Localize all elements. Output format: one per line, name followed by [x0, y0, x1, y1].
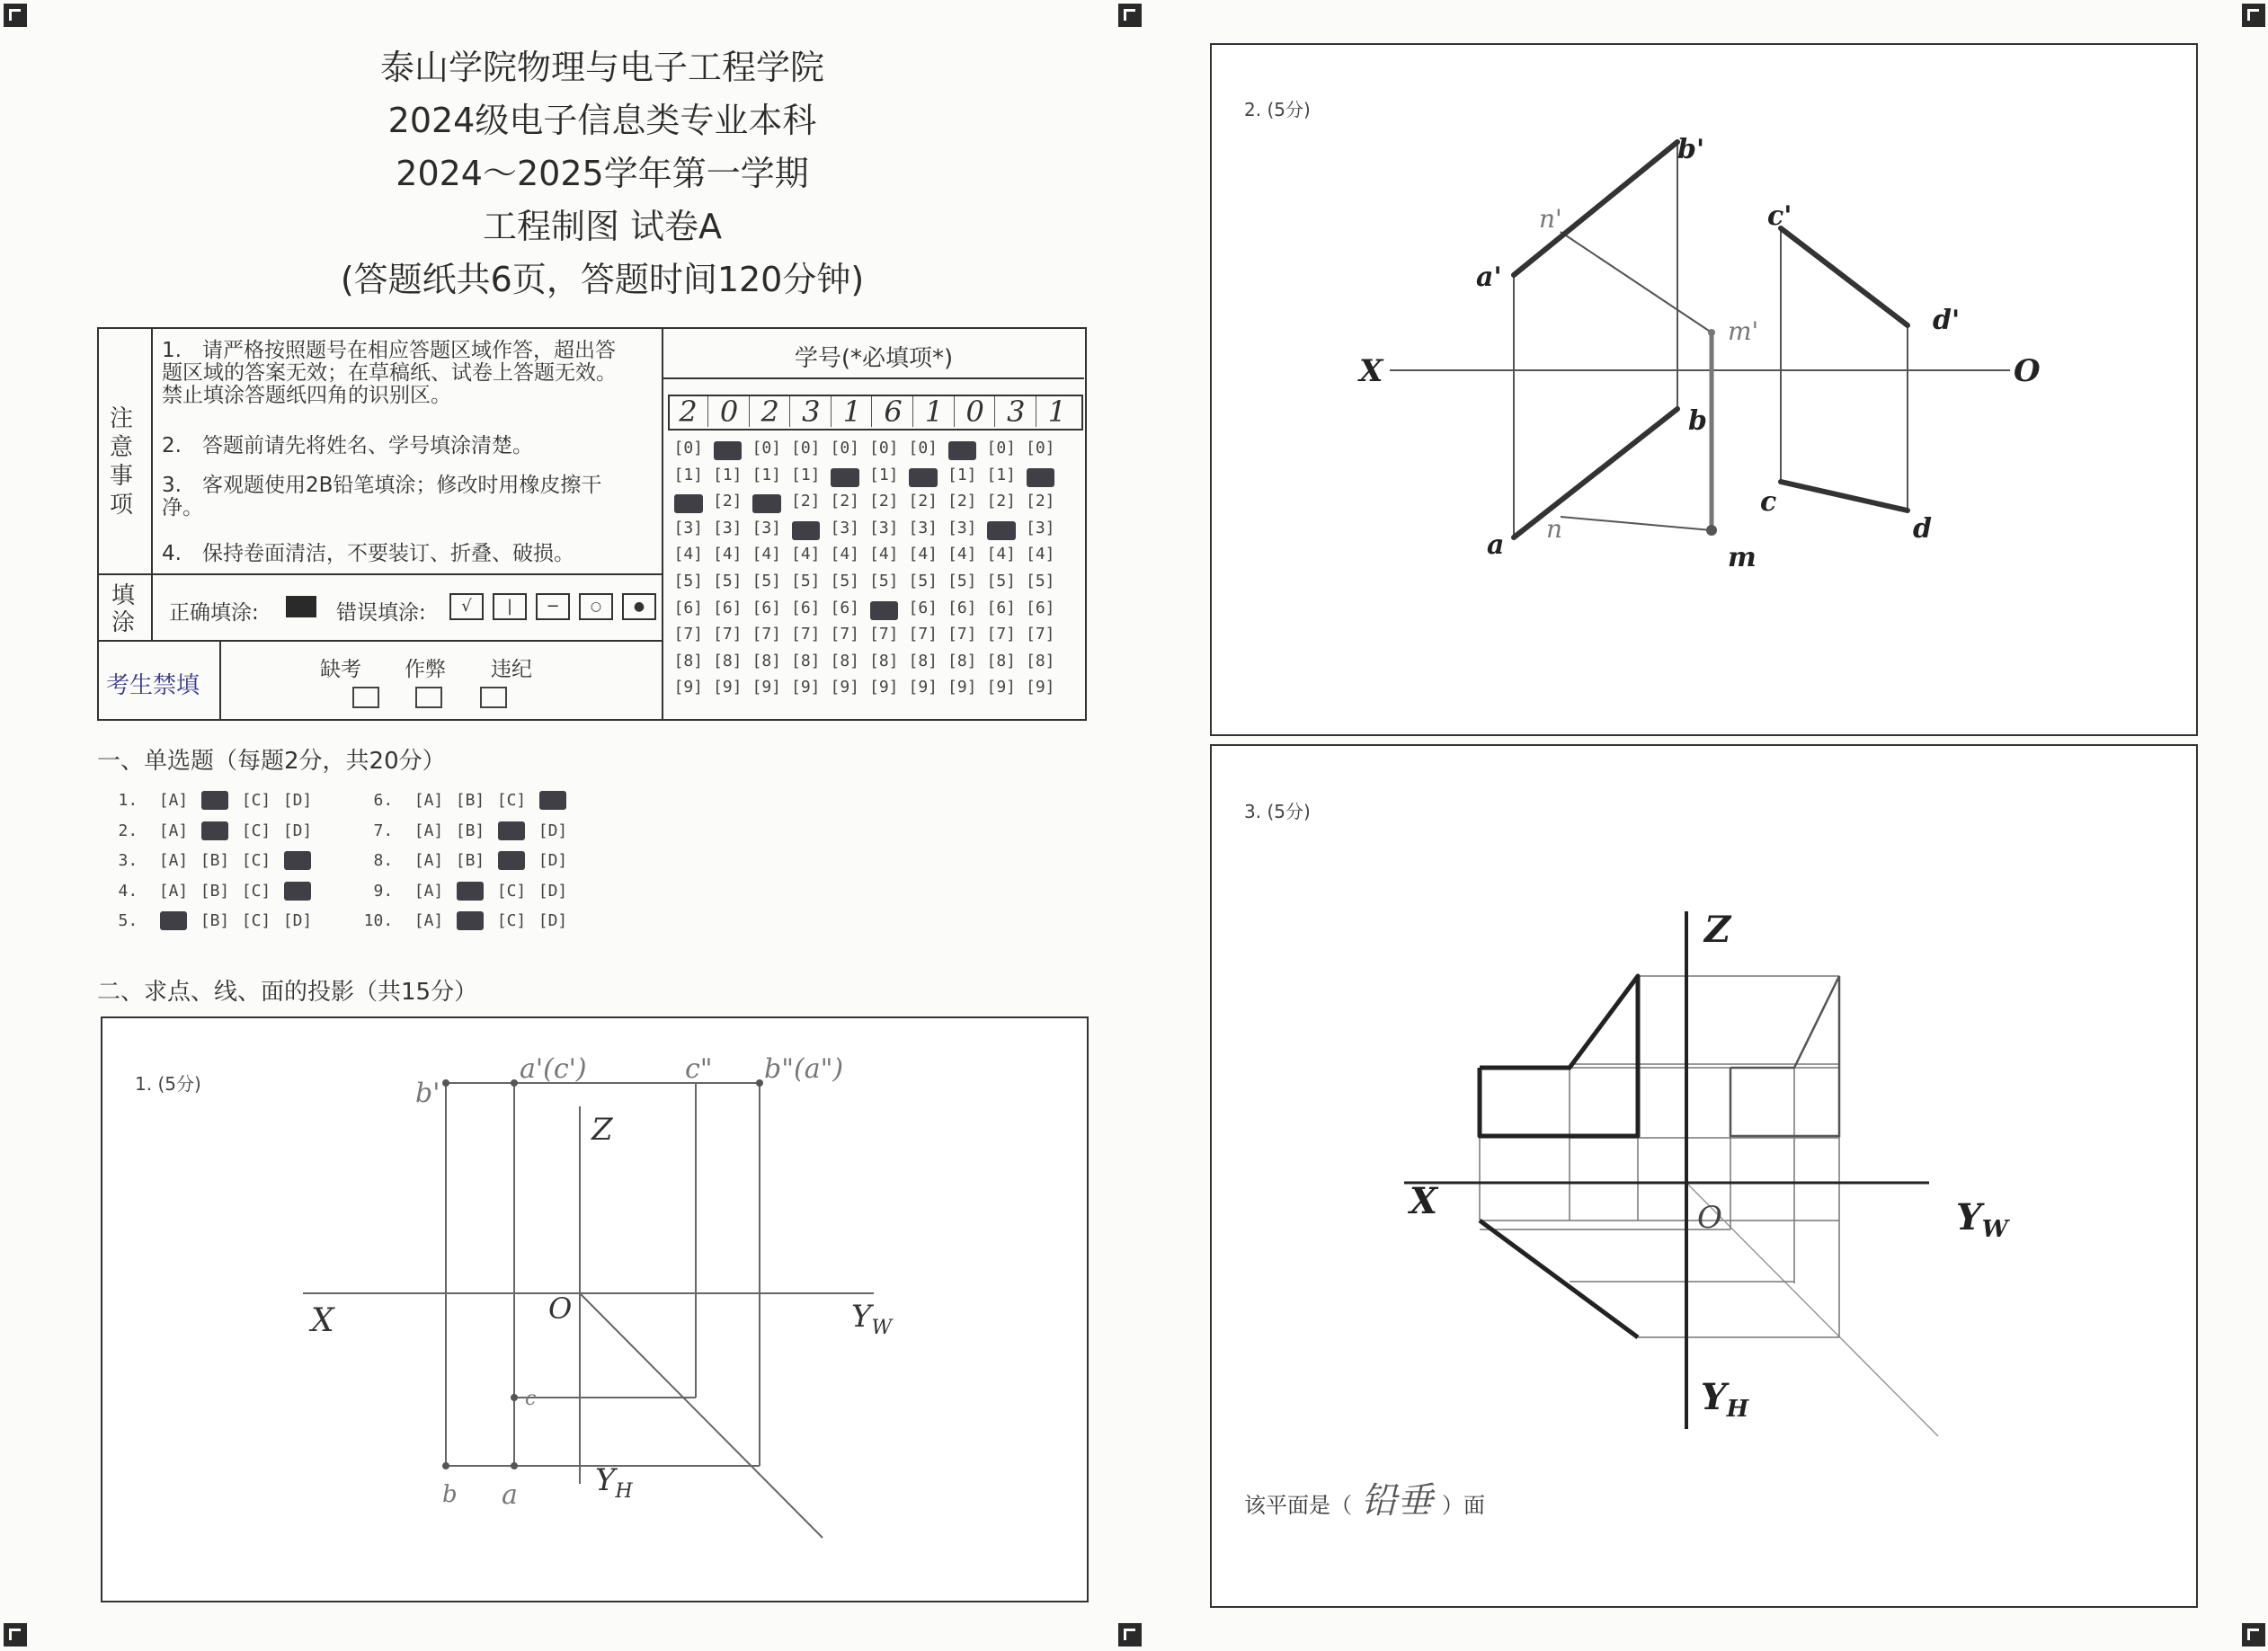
q3-label: 3. (5分) — [1244, 801, 1311, 822]
mc-option-b[interactable]: [B] — [455, 791, 485, 810]
q1-yw-letter: Y — [851, 1299, 872, 1335]
student-id-bubble[interactable]: [6] — [830, 598, 859, 617]
student-id-bubble[interactable]: [5] — [752, 572, 781, 590]
student-id-bubble-row — [669, 599, 1060, 623]
student-id-bubble[interactable]: [6] — [908, 598, 938, 617]
mc-option-a[interactable]: [A] — [158, 821, 189, 840]
mc-option-a[interactable]: [A] — [414, 821, 444, 840]
student-id-bubble[interactable]: [9] — [752, 678, 781, 697]
student-id-bubble[interactable]: [9] — [868, 678, 899, 697]
q1-o-label: O — [548, 1292, 573, 1326]
mc-option-d[interactable]: [D] — [282, 821, 313, 840]
q2-b-label: b — [1688, 405, 1707, 437]
mc-question-number: 6. — [373, 791, 403, 810]
student-id-bubble[interactable]: [0] — [1025, 439, 1055, 457]
q1-drawing — [101, 1016, 1087, 1601]
student-id-bubble[interactable]: [7] — [986, 625, 1016, 644]
student-id-bubble[interactable]: [3] — [752, 518, 781, 537]
q2-o-label: O — [2014, 353, 2041, 389]
q3-x-label: X — [1410, 1180, 1438, 1222]
student-id-bubble[interactable]: [1] — [712, 465, 743, 484]
q3-yw-letter: Y — [1956, 1196, 1982, 1238]
corner-mark-br — [2242, 1623, 2265, 1647]
student-id-bubble[interactable]: [2] — [947, 492, 977, 511]
student-id-bubble[interactable]: [8] — [947, 651, 977, 670]
student-id-bubble[interactable]: [4] — [1025, 545, 1055, 564]
mc-option-c[interactable]: [C] — [241, 851, 271, 870]
student-id-bubble[interactable]: [7] — [790, 625, 821, 644]
mc-option-b[interactable]: [B] — [455, 821, 485, 840]
student-id-bubble[interactable]: [1] — [673, 465, 703, 484]
student-id-bubble-row — [669, 519, 1060, 543]
student-id-bubble[interactable]: [8] — [712, 651, 743, 670]
q2-d1-label: d' — [1933, 305, 1961, 336]
student-id-bubble[interactable]: [3] — [1025, 518, 1055, 537]
student-id-bubble[interactable]: [6] — [673, 598, 703, 617]
student-id-bubble[interactable] — [948, 441, 977, 460]
student-id-bubble[interactable]: [2] — [868, 492, 899, 511]
q1-a1c1-label: a'(c') — [520, 1053, 587, 1085]
student-id-bubble[interactable] — [674, 494, 703, 513]
student-id-bubble[interactable]: [6] — [712, 598, 743, 617]
student-id-bubble[interactable]: [5] — [1025, 572, 1055, 590]
mc-option-c[interactable]: [C] — [241, 791, 271, 810]
student-id-bubble[interactable] — [1027, 468, 1055, 487]
mc-answer-row — [113, 882, 318, 901]
student-id-digit: 1 — [832, 396, 872, 427]
student-id-bubble[interactable] — [752, 494, 781, 513]
student-id-bubble[interactable]: [5] — [868, 572, 899, 590]
student-id-bubble[interactable] — [792, 521, 821, 540]
student-id-bubble[interactable]: [3] — [908, 518, 938, 537]
mc-option-a[interactable]: [A] — [414, 911, 444, 930]
student-id-bubble[interactable]: [4] — [868, 545, 899, 564]
student-id-bubble[interactable] — [987, 521, 1016, 540]
student-id-bubble-row — [669, 466, 1060, 490]
notice-title: 注意事项 — [110, 405, 134, 519]
student-id-bubble[interactable]: [9] — [673, 678, 703, 697]
q3-yh-letter: Y — [1701, 1376, 1727, 1418]
corner-mark-tm — [1118, 4, 1142, 27]
q1-b2a2-label: b"(a") — [764, 1053, 844, 1085]
student-id-bubble[interactable]: [5] — [712, 572, 743, 590]
student-id-bubble[interactable]: [7] — [908, 625, 938, 644]
student-id-bubble-row — [669, 678, 1060, 697]
student-id-bubble[interactable]: [5] — [947, 572, 977, 590]
forbidden-label: 考生禁填 — [106, 672, 200, 699]
student-id-bubble[interactable] — [714, 441, 743, 460]
q1-c2-label: c" — [685, 1053, 713, 1085]
student-id-bubble[interactable]: [7] — [947, 625, 977, 644]
mc-option-b[interactable]: [B] — [200, 851, 230, 870]
q3-answer-value[interactable]: 铅垂 — [1361, 1480, 1433, 1522]
student-id-bubble[interactable]: [8] — [908, 651, 938, 670]
mc-question-number: 1. — [118, 791, 147, 810]
q2-a-label: a — [1487, 529, 1505, 561]
student-id-bubble[interactable]: [3] — [712, 518, 743, 537]
student-id-bubble[interactable]: [0] — [908, 439, 938, 457]
wrong-mark-1: √ — [449, 593, 484, 620]
fill-title: 填涂 — [111, 582, 136, 636]
q3-answer-line — [1244, 1472, 1485, 1523]
mc-question-number: 7. — [373, 821, 403, 840]
student-id-bubble[interactable]: [8] — [868, 651, 899, 670]
student-id-bubble[interactable]: [7] — [868, 625, 899, 644]
corner-mark-bm — [1118, 1623, 1142, 1647]
student-id-bubble[interactable] — [870, 601, 899, 620]
student-id-bubble[interactable]: [5] — [790, 572, 821, 590]
student-id-bubble[interactable]: [1] — [947, 465, 977, 484]
wrong-mark-2: | — [493, 593, 527, 620]
mc-option-d[interactable]: [D] — [538, 851, 568, 870]
mc-question-number: 3. — [118, 851, 147, 870]
student-id-bubble-row — [669, 652, 1060, 670]
mc-answer-row — [358, 882, 574, 901]
student-id-bubble[interactable]: [9] — [1025, 678, 1055, 697]
mc-option-b[interactable] — [201, 791, 228, 810]
q2-a1-label: a' — [1476, 262, 1502, 293]
mc-option-d[interactable]: [D] — [538, 881, 568, 901]
student-id-digit: 2 — [669, 396, 708, 427]
mc-question-number: 8. — [373, 851, 403, 870]
student-id-bubble[interactable]: [8] — [1025, 651, 1055, 670]
notice-item-3: 3. 客观题使用2B铅笔填涂；修改时用橡皮擦干净。 — [162, 474, 602, 519]
student-id-bubble[interactable]: [9] — [986, 678, 1016, 697]
forbidden-cheat: 作弊 — [405, 658, 446, 681]
cheat-checkbox[interactable] — [415, 687, 442, 708]
correct-fill-sample — [286, 596, 316, 617]
notice-item-2: 2. 答题前请先将姓名、学号填涂清楚。 — [162, 434, 533, 457]
q2-x-label: X — [1359, 353, 1383, 389]
student-id-bubble[interactable]: [5] — [986, 572, 1016, 590]
student-id-bubble[interactable]: [4] — [908, 545, 938, 564]
q1-yw-label — [851, 1299, 894, 1339]
corner-mark-tr — [2242, 4, 2265, 27]
mc-option-d[interactable] — [284, 851, 311, 870]
forbidden-violate: 违纪 — [491, 658, 532, 681]
student-id-bubble[interactable]: [7] — [1025, 625, 1055, 644]
q2-label: 2. (5分) — [1244, 99, 1311, 120]
q1-x-label: X — [311, 1302, 334, 1339]
mc-question-number: 10. — [363, 911, 403, 930]
q2-d-label: d — [1913, 513, 1932, 545]
student-id-digit: 0 — [956, 396, 995, 427]
q2-b1-label: b' — [1677, 134, 1705, 165]
student-id-bubble[interactable]: [8] — [752, 651, 781, 670]
student-id-bubble[interactable]: [5] — [908, 572, 938, 590]
student-id-bubble[interactable]: [6] — [986, 598, 1016, 617]
student-id-bubble[interactable]: [6] — [790, 598, 821, 617]
student-id-bubble[interactable]: [0] — [986, 439, 1016, 457]
student-id-bubble[interactable]: [0] — [830, 439, 859, 457]
violate-checkbox[interactable] — [480, 687, 507, 708]
student-id-bubble-row — [669, 625, 1060, 644]
notice-item-1: 1. 请严格按照题号在相应答题区域作答，超出答题区域的答案无效；在草稿纸、试卷上答题无效。禁止填涂答题纸四角的识别区。 — [162, 339, 617, 407]
student-id-bubble[interactable]: [7] — [712, 625, 743, 644]
absent-checkbox[interactable] — [352, 687, 379, 708]
mc-option-a[interactable]: [A] — [414, 881, 444, 901]
q2-c-label: c — [1760, 486, 1777, 518]
mc-answer-row — [113, 791, 318, 810]
q1-z-label: Z — [591, 1112, 613, 1148]
student-id-bubble[interactable]: [1] — [790, 465, 821, 484]
student-id-bubble[interactable]: [7] — [752, 625, 781, 644]
cohort-title: 2024级电子信息类专业本科 — [387, 101, 817, 140]
mc-question-number: 4. — [118, 881, 147, 901]
wrong-mark-4: ○ — [579, 593, 613, 620]
school-title: 泰山学院物理与电子工程学院 — [379, 48, 824, 87]
student-id-bubble[interactable] — [831, 468, 859, 487]
q3-yh-sub: H — [1726, 1396, 1749, 1423]
student-id-bubble[interactable]: [0] — [790, 439, 821, 457]
student-id-bubble[interactable]: [2] — [790, 492, 821, 511]
q2-drawing — [1210, 43, 2196, 734]
q3-answer-prefix: 该平面是（ — [1244, 1493, 1352, 1518]
mc-option-c[interactable] — [498, 851, 525, 870]
student-id-bubble[interactable]: [4] — [673, 545, 703, 564]
student-id-bubble[interactable]: [4] — [986, 545, 1016, 564]
q3-yw-sub: W — [1981, 1216, 2008, 1243]
mc-option-a[interactable]: [A] — [414, 791, 444, 810]
student-id-bubble[interactable]: [9] — [790, 678, 821, 697]
mc-answer-row — [113, 821, 318, 840]
section1-title: 一、单选题（每题2分，共20分） — [97, 748, 446, 775]
mc-option-d[interactable]: [D] — [538, 821, 568, 840]
mc-question-number: 5. — [118, 911, 147, 930]
student-id-bubble[interactable]: [8] — [986, 651, 1016, 670]
student-id-bubble[interactable]: [5] — [830, 572, 859, 590]
wrong-mark-3: − — [536, 593, 570, 620]
q3-yh-label — [1701, 1376, 1750, 1423]
student-id-bubble[interactable]: [7] — [830, 625, 859, 644]
mc-option-b[interactable] — [457, 882, 484, 901]
mc-option-c[interactable]: [C] — [241, 911, 271, 930]
student-id-digit: 0 — [710, 396, 750, 427]
mc-option-c[interactable]: [C] — [241, 881, 271, 901]
exam-info: (答题纸共6页，答题时间120分钟) — [340, 260, 865, 299]
q2-m-label: m — [1728, 542, 1757, 573]
student-id-digit: 1 — [1047, 395, 1067, 429]
student-id-bubble[interactable]: [2] — [908, 492, 938, 511]
student-id-bubble[interactable]: [1] — [986, 465, 1016, 484]
student-id-bubble[interactable]: [1] — [752, 465, 781, 484]
mc-option-c[interactable]: [C] — [241, 821, 271, 840]
wrong-mark-5: ● — [622, 593, 656, 620]
student-id-bubble[interactable]: [8] — [790, 651, 821, 670]
student-id-bubble[interactable]: [2] — [830, 492, 859, 511]
mc-option-d[interactable]: [D] — [282, 791, 313, 810]
q3-o-label: O — [1697, 1200, 1722, 1236]
mc-option-c[interactable] — [498, 821, 525, 840]
mc-answer-row — [358, 911, 574, 930]
student-id-bubble[interactable] — [909, 468, 938, 487]
mc-option-a[interactable]: [A] — [158, 881, 189, 901]
mc-option-b[interactable]: [B] — [200, 881, 230, 901]
q1-label: 1. (5分) — [135, 1073, 201, 1095]
mc-option-a[interactable]: [A] — [414, 851, 444, 870]
q1-yw-sub: W — [871, 1317, 893, 1339]
student-id-bubble[interactable]: [6] — [1025, 598, 1055, 617]
q3-answer-suffix: ）面 — [1442, 1493, 1485, 1518]
student-id-bubble[interactable]: [4] — [790, 545, 821, 564]
student-id-bubble[interactable]: [6] — [947, 598, 977, 617]
student-id-bubble[interactable]: [4] — [752, 545, 781, 564]
wrong-fill-label: 错误填涂: — [336, 601, 426, 625]
course-title: 工程制图 试卷A — [482, 207, 723, 246]
q1-yh-letter: Y — [595, 1462, 616, 1498]
mc-option-d[interactable] — [284, 882, 311, 901]
mc-option-a[interactable] — [160, 911, 187, 930]
student-id-bubble[interactable]: [2] — [712, 492, 743, 511]
student-id-bubble[interactable]: [9] — [712, 678, 743, 697]
q1-yh-sub: H — [615, 1480, 633, 1503]
student-id-bubble[interactable]: [8] — [830, 651, 859, 670]
mc-option-d[interactable] — [539, 791, 566, 810]
mc-option-b[interactable] — [457, 911, 484, 930]
q1-a-label: a — [502, 1479, 518, 1511]
mc-option-b[interactable]: [B] — [200, 911, 230, 930]
student-id-bubble[interactable]: [0] — [752, 439, 781, 457]
q3-yw-label — [1956, 1196, 2011, 1243]
mc-option-d[interactable]: [D] — [282, 911, 313, 930]
student-id-bubble[interactable]: [3] — [947, 518, 977, 537]
q2-m1-label: m' — [1728, 316, 1759, 346]
mc-answer-row — [113, 851, 318, 870]
mc-question-number: 9. — [373, 881, 403, 901]
student-id-bubble-row — [669, 439, 1060, 463]
student-id-bubble[interactable]: [6] — [752, 598, 781, 617]
q3-z-label: Z — [1704, 909, 1731, 951]
mc-option-a[interactable]: [A] — [158, 851, 189, 870]
student-id-bubble[interactable]: [1] — [868, 465, 899, 484]
student-id-digit: 1 — [915, 396, 955, 427]
q1-b-label: b — [442, 1481, 458, 1508]
mc-option-c[interactable]: [C] — [496, 881, 527, 901]
mc-option-c[interactable]: [C] — [496, 791, 527, 810]
mc-option-a[interactable]: [A] — [158, 791, 189, 810]
student-id-label: 学号(*必填项*) — [794, 345, 954, 372]
student-id-bubble[interactable]: [0] — [673, 439, 703, 457]
corner-mark-bl — [4, 1623, 27, 1647]
student-id-bubble-row — [669, 545, 1060, 564]
student-id-digit: 6 — [874, 396, 913, 427]
q2-n1-label: n' — [1539, 204, 1562, 234]
notice-item-4: 4. 保持卷面清洁，不要装订、折叠、破损。 — [162, 542, 574, 565]
q2-n-label: n — [1546, 514, 1563, 544]
mc-answer-row — [113, 911, 318, 930]
mc-option-b[interactable]: [B] — [455, 851, 485, 870]
student-id-bubble[interactable]: [9] — [908, 678, 938, 697]
mc-answer-row — [358, 851, 574, 870]
student-id-bubble[interactable]: [3] — [830, 518, 859, 537]
student-id-bubble[interactable]: [4] — [712, 545, 743, 564]
student-id-bubble[interactable]: [9] — [947, 678, 977, 697]
student-id-digit: 3 — [997, 396, 1036, 427]
student-id-bubble[interactable]: [7] — [673, 625, 703, 644]
q1-b1-label: b' — [415, 1078, 440, 1109]
corner-mark-tl — [4, 4, 27, 27]
student-id-digit: 2 — [751, 396, 790, 427]
section2-title: 二、求点、线、面的投影（共15分） — [97, 979, 478, 1006]
student-id-bubble[interactable]: [4] — [830, 545, 859, 564]
mc-question-number: 2. — [118, 821, 147, 840]
student-id-bubble[interactable]: [5] — [673, 572, 703, 590]
q2-c1-label: c' — [1767, 200, 1792, 232]
mc-answer-row — [358, 821, 574, 840]
student-id-bubble[interactable]: [0] — [868, 439, 899, 457]
mc-option-d[interactable]: [D] — [538, 911, 568, 930]
correct-fill-label: 正确填涂: — [169, 601, 259, 625]
term-title: 2024～2025学年第一学期 — [396, 154, 809, 193]
student-id-bubble[interactable]: [4] — [947, 545, 977, 564]
mc-option-c[interactable]: [C] — [496, 911, 527, 930]
q1-c-label: c — [525, 1388, 537, 1410]
mc-answer-row — [358, 791, 574, 810]
student-id-digit: 3 — [792, 396, 832, 427]
student-id-bubble[interactable]: [3] — [868, 518, 899, 537]
student-id-bubble[interactable]: [2] — [986, 492, 1016, 511]
mc-option-b[interactable] — [201, 821, 228, 840]
student-id-bubble-row — [669, 572, 1060, 590]
forbidden-absent: 缺考 — [320, 658, 361, 681]
student-id-bubble[interactable]: [8] — [673, 651, 703, 670]
student-id-bubble-row — [669, 492, 1060, 516]
q1-yh-label — [595, 1462, 633, 1503]
student-id-bubble[interactable]: [3] — [673, 518, 703, 537]
student-id-bubble[interactable]: [9] — [830, 678, 859, 697]
student-id-bubble[interactable]: [2] — [1025, 492, 1055, 511]
